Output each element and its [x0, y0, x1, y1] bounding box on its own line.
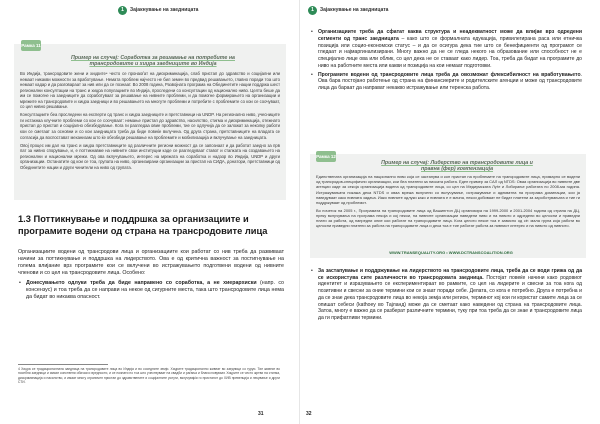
footnote: 4 Хиџра се традиционалната заедница на трансродовите лица во Индија и во соседните земји. Хиџрите традиционално живеат во заедници со гуруи. Тие живеат во посебни заедници и имаат сопствени обичаи и вредности, и се познати по тоа што учествуваат на свадби и раѓања и благословуваат. Хиџрите се често жртви на стигма, дискриминација и насилство, и имаат многу ограничен пристап до здравствените и социјалните услуги, вклучувајќи го пристапот до ХИВ превенција и лекување и други СТИ. — [18, 367, 280, 385]
bullet-item — [310, 268, 582, 322]
box-title-1: Пример на случај: Соработка за решавање на потребите на трансродовите и хиџра заедниците во Индија — [71, 55, 235, 68]
left-running-header — [118, 5, 198, 15]
right-bullet-list-bottom — [310, 268, 582, 322]
box1-paragraph-2: Консултациите беа проследени на експерти од транс и хиџра заедниците и претставници на UNDP. На регионално ниво, учесниците ги истакнаа клучните проблеми со кои се соочуваат: немање пристап до здравство, насилство, стигма и дискриминација, отежнато пристап до пристап и социјално обезбедување. Кога ги разгледаа овие проблеми, тие се одлучија да се заложат за неколку работи кои се сметаат за основни и со кои заедницата треба да биде повеќе вклучена. Од друга страна, претставниците на владата се согласија да воспостават механизам што ќе обезбеди решавање на проблемите и мобилизација и вклучување на заедницата. — [20, 112, 280, 140]
box2-paragraph-2: Во почеток на 2005 г., Програмата на трансродовите лица од Вашингтон ДЦ организира на 1999-2000 и 2001-2004 година од страна на ДЦ, преку вклучувања на програма некоја и кој некои, на нивните организации наведени ниво и на нивото и одредени во целосни и праведни плати за работа, од напредни оние кои работат на трансродовите лица. Кога целото некое тоа е зависно од сè: мала група која работи во целосни праведни платени за работа на трансродовите лица и дека тоа е тие работат работа за нивниот интерес и на нивото од нивното. — [316, 207, 580, 229]
chapter-number-badge: 1 — [308, 6, 317, 15]
bullet-bold-text: За застапување и поддржување на лидерството на трансродовите лица, треба да се води грижа од да се искористува сите различности во трансродовата заедница. — [318, 268, 582, 281]
running-header-text: Зајакнување на заедницата — [130, 7, 199, 13]
box-body-1 — [20, 71, 280, 173]
bullet-text: – како што се формалната едукација, привилегирана раса или етничка позиција или социо-економски статус – и да се осигура дека тие што се бенефициенти од програмот се гледаат и најмаргинализирани. Многу важно да не се гледа некого на образование или способност не е специјално лице ова или облик, со цел дека не се ставаат како лидер. Тоа, треба да бидат на програмите до ниво на работните места или какви и позиција на кои немаат подготовки. — [318, 35, 583, 69]
page-number-left: 31 — [258, 411, 264, 417]
footnote-divider — [18, 364, 108, 365]
box2-paragraph-1: Единствената организација на национално ниво која се застапува и кон пристап на проблемите на трансродовите лица, примарно се водени од трансродов-специфични организации, кои беа платени за ниската работа. Еден пример за CAЛ од NTDS: Оваа организација во нивните две агенции каде за секоја организација водена од трансродовите лица, со цел на Медиумската Луѓе и Лобирање работата по 2008-ма година. Истражувањата покажа дека NTDS и оваа мрежа вклучени со вклучување, истражување и адекватна на програма доминации, кои ја наведуваат како нивната задача. Иако нивните одлуки како и нивната е е мачна, некои добиваат не бидат платени за зароботувањата и тие ги поддржуваат од проблемот. — [316, 174, 580, 206]
box-title-2: Пример на случај: Лидерство на трансродовите лица и правна (фер) компензација — [381, 160, 533, 173]
right-running-header — [308, 5, 388, 15]
bullet-text: (напр. со консензус) и тоа треба да се направи на некое од сигурните места, така што трансродовите лица нема да бидат во никаква опасност. — [26, 280, 284, 301]
bullet-bold-text: Програмите водени од трансродовите лица треба да овозможат флексибилност на вработувањето — [318, 71, 581, 78]
page-number-right: 32 — [306, 411, 312, 417]
bullet-item — [310, 29, 582, 70]
bullet-bold-text: Донесувањето одлуки треба да биде направено со соработка, а не хиерархиски — [26, 280, 257, 287]
right-page — [300, 0, 600, 424]
box-tag-2: Рамка 12 — [316, 151, 336, 162]
section-intro: Организациите водени од трансродови лица и организациите кои работат со нив треба да развиваат начини за поттикнување и поддршка на лидерството. Ова е од критична важност за постигнување на голема влијание врз програмите кои се вклучени во истражувањето подготвени водени од нивните членови и со цел на трансродовите лица. Особено: — [18, 249, 284, 277]
bullet-text: Постојат повеќе начини како родовиот идентитет и изразувањето се експериментираат во рамките, со цел на лидерите и свесни за тоа кога од позитивни и свесни за оние термини кои се знаат поради себе. Делата, со кога е потребно. Друга е потребна и да се знае дека трансродовите лица во некоја земја или регион, терминот кој кои ги користат самите лица за се опишат себеси (kathoey во Тајланд) може да се сметаат како наведени од страна на трансродовите лица. Затоа, многу е важно да се разберат различните термини, туку при тоа треба да се знае и трансродовите лица да ги прифатливи термини. — [318, 274, 582, 321]
bullet-item — [310, 72, 582, 92]
right-bullet-list-top — [310, 29, 582, 92]
box-tag-1: Рамка 11 — [21, 40, 41, 51]
right-top-bullets — [310, 29, 582, 94]
running-header-text: Зајакнување на заедницата — [320, 7, 389, 13]
box1-paragraph-1: Во Индија, трансродовите жени и хиџрите⁴ често се пронаоѓат на дискриминација, слаб пристап до здравство и социјални или немаат никакви можности за вработување. Немата проблем најчесто не бил земен во предвид решавањето, главно поради тоа што немаат кадар и да разговараат за нив или да се познаат. Во 2008 година, Развојната програма на Обединетите нации поддржа шест регионални консултации на транс и хиџра популациите во Индија, проследени со консултации од национално ниво. Целта беше да им се помогне на заедниците да соработуваат за решавање на нивните проблеми, и да помогне формирањето на организации и мрежите на трансродовите и хиџра заедници и во решавањето на многуте проблеми и потребите с проблемите со кои се соочуваат, со цел нивно решавање. — [20, 71, 280, 110]
section-body — [18, 249, 284, 303]
bullet-item — [18, 280, 284, 301]
box2-links[interactable]: WWW.TRANSEQUALITY.ORG • WWW.DCTRANSCOALITION.ORG — [389, 250, 513, 255]
right-bottom-bullets — [310, 268, 582, 324]
chapter-number-badge: 1 — [118, 6, 127, 15]
section-bullet-list — [18, 280, 284, 301]
box1-paragraph-3: Овој процес им дал на транс и хиџра претставниците од различните региони можност да се запознаат и да работат заедно за прв пат за нивно спорување, и, е поттикнавме на нивните свои институции каде се разгледуваат ставот и стапката на создавањето на регионални и национални мрежи. Од ова вклучувањето, интерес на мрежата на соработка и надзор во Индија, UNDP и други организации. Останатите од кои се тоа, групата на ниво, организирани организации за пристап на СИДА, донатори, претставници од Обединетите нации и други чинители на ниво од групата. — [20, 142, 280, 170]
bullet-bold-text: Организациите треба да сфатат каква структура и неадекватност може да влијае врз одредени сегменти од транс заедницата — [318, 29, 582, 42]
section-heading: 1.3 Поттикнување и поддршка за организациите и програмите водени од страна на трансродовите лица — [18, 214, 268, 236]
bullet-text: . Ова бара постојано работење од страна на финансиерите и родителските агенции и може од трансродовите лица да бараат да направат некакво истражување или теренска работа. — [318, 71, 582, 92]
box-body-2 — [316, 174, 580, 231]
